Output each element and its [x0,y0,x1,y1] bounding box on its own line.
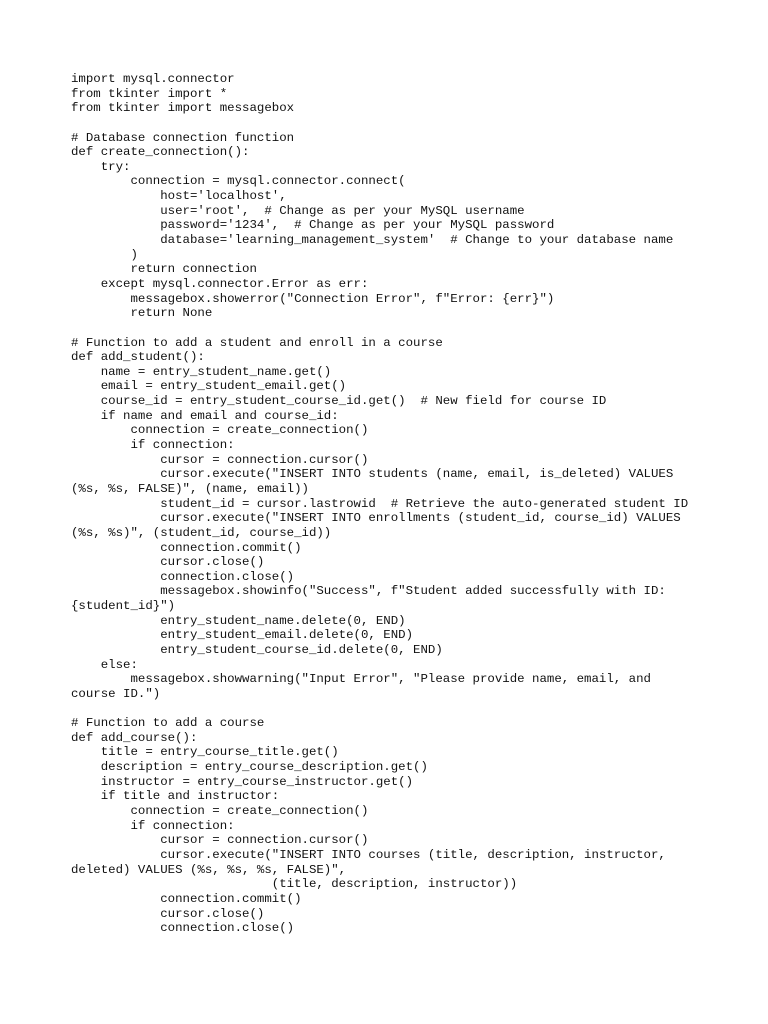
code-line: return connection [71,262,257,277]
code-line: cursor.execute("INSERT INTO enrollments (student_id, course_id) VALUES [71,511,681,526]
code-line: cursor.close() [71,555,265,570]
code-line: else: [71,657,138,672]
code-line: email = entry_student_email.get() [71,379,347,394]
code-line: instructor = entry_course_instructor.get() [71,774,414,789]
code-line: entry_student_email.delete(0, END) [71,628,414,643]
code-line: name = entry_student_name.get() [71,364,332,379]
code-line: (%s, %s, FALSE)", (name, email)) [71,481,309,496]
code-line [71,116,731,131]
code-line: (title, description, instructor)) [71,877,518,892]
code-line: connection = mysql.connector.connect( [71,174,406,189]
code-line: try: [71,159,131,174]
code-line [71,321,731,336]
code-line: messagebox.showwarning("Input Error", "Please provide name, email, and [71,672,651,687]
code-line: cursor.execute("INSERT INTO students (name, email, is_deleted) VALUES [71,467,674,482]
code-line: import mysql.connector [71,72,235,86]
code-line: from tkinter import messagebox [71,101,295,116]
code-line: if name and email and course_id: [71,408,339,423]
code-line: title = entry_course_title.get() [71,745,339,760]
code-line: def create_connection(): [71,145,250,160]
code-line: messagebox.showerror("Connection Error", f"Error: {err}") [71,291,555,306]
code-line: database='learning_management_system' # Change to your database name [71,233,674,248]
code-line: entry_student_course_id.delete(0, END) [71,642,443,657]
code-line: deleted) VALUES (%s, %s, %s, FALSE)", [71,862,347,877]
code-line: cursor = connection.cursor() [71,833,369,848]
code-line: entry_student_name.delete(0, END) [71,613,406,628]
code-line: # Function to add a student and enroll in a course [71,335,443,350]
code-line: # Function to add a course [71,716,265,731]
code-line: cursor = connection.cursor() [71,452,369,467]
code-line: connection.close() [71,921,295,936]
code-line: (%s, %s)", (student_id, course_id)) [71,525,332,540]
code-line: ) [71,247,138,262]
code-line: from tkinter import * [71,86,228,101]
code-line: user='root', # Change as per your MySQL username [71,203,525,218]
code-line: connection = create_connection() [71,423,369,438]
code-line: {student_id}") [71,599,176,614]
code-listing [71,72,731,936]
code-line: description = entry_course_description.get() [71,760,428,775]
code-line: except mysql.connector.Error as err: [71,276,369,291]
code-line [71,702,731,717]
code-line: return None [71,306,213,321]
code-line: if connection: [71,438,235,453]
code-line: connection = create_connection() [71,804,369,819]
code-line: cursor.execute("INSERT INTO courses (title, description, instructor, [71,847,666,862]
code-line: def add_course(): [71,730,198,745]
code-line: connection.commit() [71,891,302,906]
code-line: cursor.close() [71,906,265,921]
code-line: course_id = entry_student_course_id.get() # New field for course ID [71,394,607,409]
code-line: connection.close() [71,569,295,584]
code-line: course ID.") [71,686,161,701]
code-line: if connection: [71,818,235,833]
code-line: password='1234', # Change as per your MySQL password [71,218,555,233]
code-line: connection.commit() [71,540,302,555]
code-line: host='localhost', [71,189,287,204]
code-line: if title and instructor: [71,789,280,804]
code-line: # Database connection function [71,130,295,145]
code-line: def add_student(): [71,350,205,365]
code-line: messagebox.showinfo("Success", f"Student added successfully with ID: [71,584,666,599]
code-line: student_id = cursor.lastrowid # Retrieve the auto-generated student ID [71,496,689,511]
